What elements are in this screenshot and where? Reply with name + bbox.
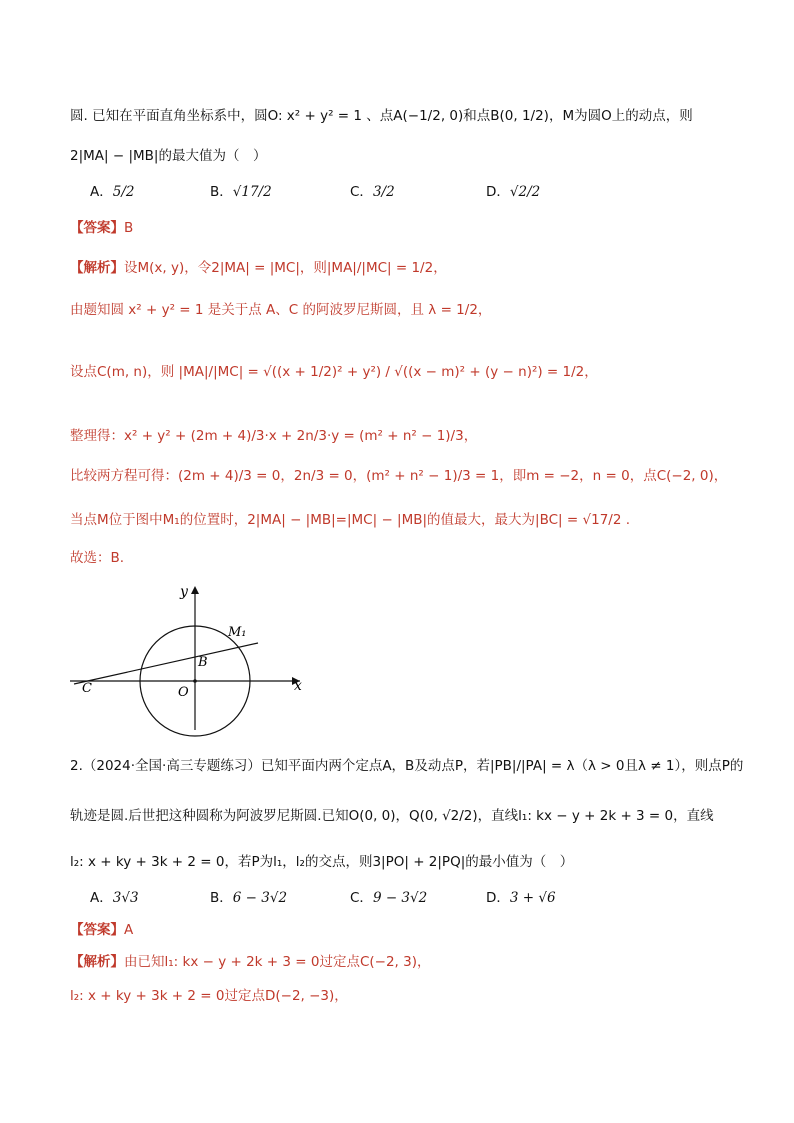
label-y: y xyxy=(180,584,188,600)
q1-stem-line1: 圆. 已知在平面直角坐标系中，圆O: x² + y² = 1 、点A(−1/2, 0)和点B(0, 1/2)，M为圆O上的动点，则 xyxy=(70,108,693,124)
q2-stem-line3: l₂: x + ky + 3k + 2 = 0，若P为l₁，l₂的交点，则3|PO| + 2|PQ|的最小值为（ ） xyxy=(70,854,574,870)
q1-analysis-line5: 比较两方程可得：(2m + 4)/3 = 0，2n/3 = 0，(m² + n² − 1)/3 = 1，即m = −2，n = 0，点C(−2, 0)， xyxy=(70,468,728,484)
analysis-tag: 【解析】 xyxy=(70,954,124,970)
q1-answer xyxy=(70,218,133,238)
y-axis-arrow xyxy=(191,586,199,594)
q1-analysis-line7: 故选：B. xyxy=(70,550,125,566)
q1-option-c: C．3/2 xyxy=(350,184,395,200)
label-b: B xyxy=(198,655,208,670)
label-m1: M₁ xyxy=(228,625,247,640)
q1-analysis-line2: 由题知圆 x² + y² = 1 是关于点 A、C 的阿波罗尼斯圆，且 λ = 1/2， xyxy=(70,302,492,318)
q1-analysis-line3: 设点C(m, n)，则 |MA|/|MC| = √((x + 1/2)² + y²) / √((x − m)² + (y − n)²) = 1/2， xyxy=(70,364,598,380)
q2-analysis-line1: 【解析】由已知l₁: kx − y + 2k + 3 = 0过定点C(−2, 3)， xyxy=(70,954,431,970)
answer-value: A xyxy=(124,922,134,938)
q2-option-c: C．9 − 3√2 xyxy=(350,890,428,906)
q2-analysis-line2: l₂: x + ky + 3k + 2 = 0过定点D(−2, −3)， xyxy=(70,988,348,1004)
q1-option-b: B．√17/2 xyxy=(210,184,272,200)
q1-analysis-line4: 整理得：x² + y² + (2m + 4)/3·x + 2n/3·y = (m² + n² − 1)/3， xyxy=(70,428,478,444)
q1-analysis-line1: 【解析】设M(x, y)，令2|MA| = |MC|，则|MA|/|MC| = 1/2， xyxy=(70,260,447,276)
q2-option-b: B．6 − 3√2 xyxy=(210,890,288,906)
q2-option-d: D．3 + √6 xyxy=(486,890,556,906)
q1-figure xyxy=(60,578,320,738)
origin-dot xyxy=(193,679,197,683)
answer-value: B xyxy=(124,220,134,236)
answer-tag: 【答案】 xyxy=(70,922,124,938)
q2-answer xyxy=(70,920,133,940)
line-cm1 xyxy=(74,643,258,684)
q1-analysis-line6: 当点M位于图中M₁的位置时，2|MA| − |MB|=|MC| − |MB|的值最大，最大为|BC| = √17/2 . xyxy=(70,512,630,528)
q2-stem-line1: 2.（2024·全国·高三专题练习）已知平面内两个定点A，B及动点P，若|PB|/|PA| = λ（λ > 0且λ ≠ 1），则点P的 xyxy=(70,758,744,774)
q2-option-a: A．3√3 xyxy=(90,890,139,906)
answer-tag: 【答案】 xyxy=(70,220,124,236)
label-o: O xyxy=(178,685,189,700)
q2-stem-line2: 轨迹是圆.后世把这种圆称为阿波罗尼斯圆.已知O(0, 0)，Q(0, √2/2)，直线l₁: kx − y + 2k + 3 = 0，直线 xyxy=(70,808,714,824)
label-x: x xyxy=(294,678,302,694)
analysis-tag: 【解析】 xyxy=(70,260,124,276)
label-c: C xyxy=(82,681,92,696)
q1-option-d: D．√2/2 xyxy=(486,184,541,200)
q1-option-a: A．5/2 xyxy=(90,184,135,200)
q1-stem-line2: 2|MA| − |MB|的最大值为（ ） xyxy=(70,148,267,164)
